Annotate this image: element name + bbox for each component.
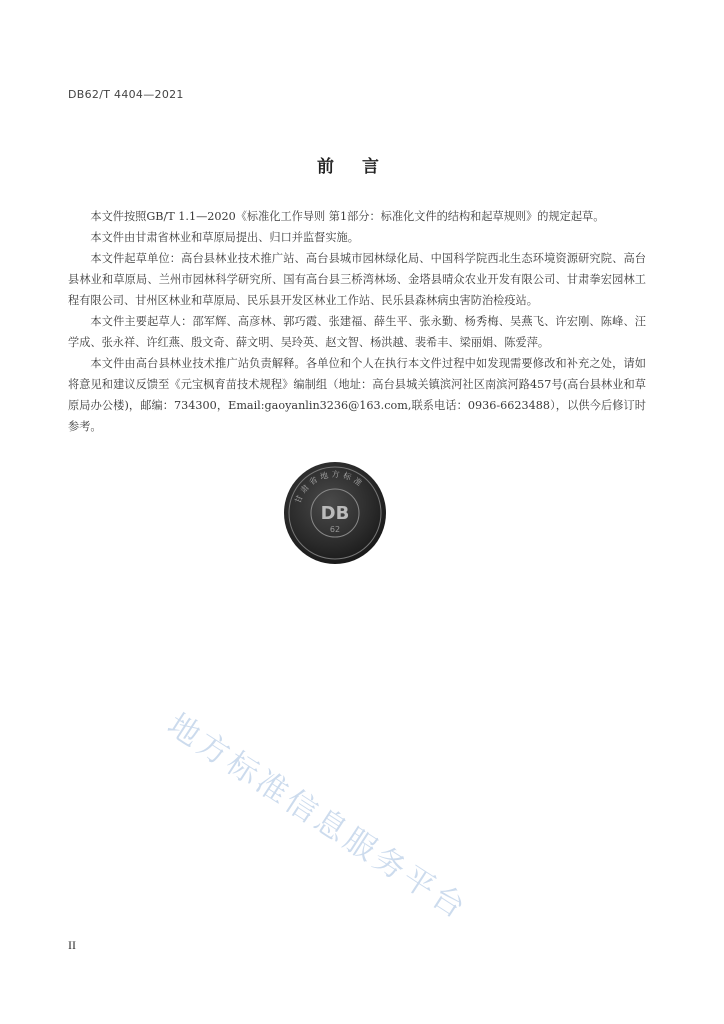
paragraph-drafters: 本文件主要起草人：邵军辉、高彦林、郭巧霞、张建福、薛生平、张永勤、杨秀梅、吴燕飞、许宏刚、陈峰、汪学成、张永祥、许红燕、殷文奇、薛文明、吴玲英、赵文智、杨洪越、裴希丰、梁丽娟、陈爱萍。	[68, 315, 646, 349]
page-number: II	[68, 938, 76, 952]
paragraph-proposer: 本文件由甘肃省林业和草原局提出、归口并监督实施。	[90, 231, 359, 244]
foreword-body	[68, 206, 646, 437]
paragraph-drafting-units: 本文件起草单位：高台县林业技术推广站、高台县城市园林绿化局、中国科学院西北生态环境资源研究院、高台县林业和草原局、兰州市园林科学研究所、国有高台县三桥湾林场、金塔县晴众农业开发有限公司、甘肃拳宏园林工程有限公司、甘州区林业和草原局、民乐县开发区林业工作站、民乐县森林病虫害防治检疫站。	[68, 252, 646, 307]
db-seal-stamp	[282, 460, 388, 566]
paragraph-interpretation: 本文件由高台县林业技术推广站负责解释。各单位和个人在执行本文件过程中如发现需要修改和补充之处，请如将意见和建议反馈至《元宝枫育苗技术规程》编制组（地址：高台县城关镇滨河社区南滨河路457号(高台县林业和草原局办公楼)，邮编：734300，Email:gaoyanlin3236@163.com,联系电话：0936-6623488），以供今后修订时参考。	[68, 357, 646, 433]
seal-center-label: DB	[320, 503, 350, 524]
paragraph-drafting-rules: 本文件按照GB/T 1.1—2020《标准化工作导则 第1部分：标准化文件的结构和起草规则》的规定起草。	[90, 210, 605, 223]
platform-watermark: 地方标准信息服务平台	[161, 706, 475, 928]
document-code: DB62/T 4404—2021	[68, 88, 184, 101]
page-title: 前言	[317, 157, 407, 177]
svg-text:甘肃省地方标准: 甘肃省地方标准	[293, 469, 366, 505]
seal-bottom-label: 62	[329, 525, 341, 534]
